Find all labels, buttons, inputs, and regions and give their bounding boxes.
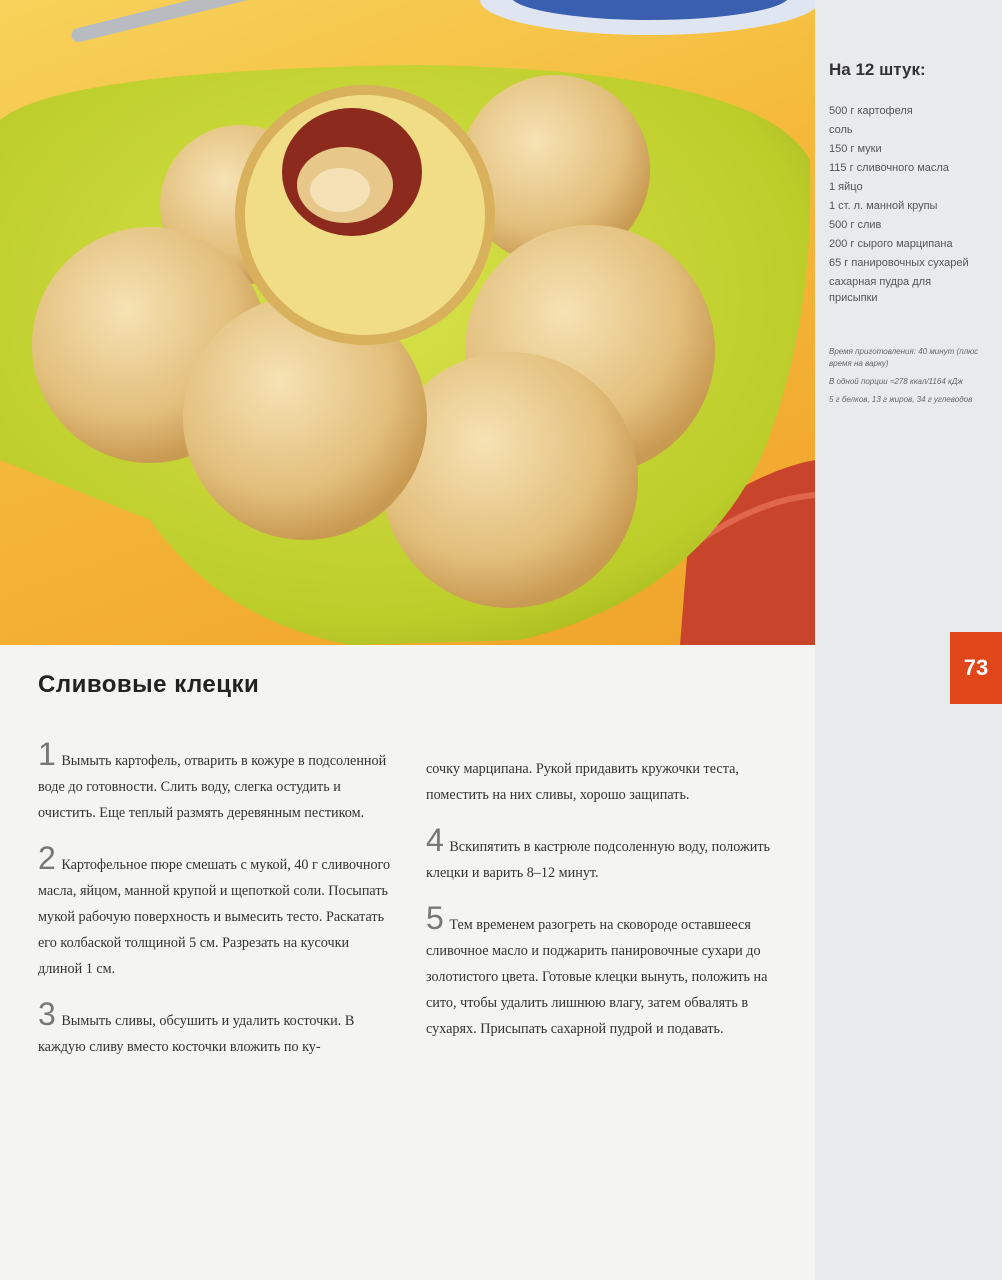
ingredients-list xyxy=(829,103,979,309)
ingredient-item: 65 г панировочных сухарей xyxy=(829,257,969,269)
step-4 xyxy=(426,822,782,886)
servings-heading: На 12 штук: xyxy=(829,60,926,79)
step-number: 2 xyxy=(38,840,56,876)
page-number: 73 xyxy=(950,632,1002,704)
step-text: Вскипятить в кастрюле подсоленную воду, положить клецки и варить 8–12 минут. xyxy=(426,839,771,881)
step-number: 5 xyxy=(426,900,444,936)
ingredient-item: 1 ст. л. манной крупы xyxy=(829,200,938,212)
ingredient-item: 115 г сливочного масла xyxy=(829,162,949,174)
step-number: 4 xyxy=(426,822,444,858)
ingredient-item: 500 г картофеля xyxy=(829,105,913,117)
step-text: Вымыть сливы, обсушить и удалить косточки. В каждую сливу вместо косточки вложить по ку- xyxy=(38,1013,355,1055)
dumplings-photo xyxy=(0,0,815,645)
calories: В одной порции ≈278 ккал/1164 кДж xyxy=(829,377,963,386)
ingredient-item: 200 г сырого марципана xyxy=(829,238,953,250)
ingredient-item: 150 г муки xyxy=(829,143,882,155)
cooking-time: Время приготовления: 40 минут (плюс время на варку) xyxy=(829,347,979,368)
nutrition-info xyxy=(829,346,979,412)
step-number: 1 xyxy=(38,736,56,772)
step-1 xyxy=(38,736,394,826)
ingredient-item: соль xyxy=(829,124,853,136)
step-2 xyxy=(38,840,394,982)
macros: 5 г белков, 13 г жиров, 34 г углеводов xyxy=(829,395,973,404)
text-column-left xyxy=(38,736,394,1082)
step-text: Вымыть картофель, отварить в кожуре в подсоленной воде до готовности. Слить воду, слегка остудить и очистить. Еще теплый размять деревянным пестиком. xyxy=(38,753,387,821)
recipe-title: Сливовые клецки xyxy=(38,671,260,698)
ingredient-item: сахарная пудра для присыпки xyxy=(829,276,932,304)
step-text: Тем временем разогреть на сковороде оставшееся сливочное масло и поджарить панировочные сухари до золотистого цвета. Готовые клецки вынуть, положить на сито, чтобы удалить лишнюю влагу, затем обвалять в сухарях. Присыпать сахарной пудрой и подавать. xyxy=(426,917,768,1037)
ingredient-item: 500 г слив xyxy=(829,219,882,231)
step-3-continued: сочку марципана. Рукой придавить кружочки теста, поместить на них сливы, хорошо защипать. xyxy=(426,761,739,803)
ingredient-item: 1 яйцо xyxy=(829,181,863,193)
step-3 xyxy=(38,996,394,1060)
step-number: 3 xyxy=(38,996,56,1032)
text-column-right xyxy=(426,756,782,1064)
dumplings-illustration xyxy=(0,0,815,645)
step-5 xyxy=(426,900,782,1042)
step-text: Картофельное пюре смешать с мукой, 40 г сливочного масла, яйцом, манной крупой и щепоткой соли. Посыпать мукой рабочую поверхность и вымесить тесто. Раскатать его колбаской толщиной 5 см. Разрезать на кусочки длиной 1 см. xyxy=(38,857,391,977)
